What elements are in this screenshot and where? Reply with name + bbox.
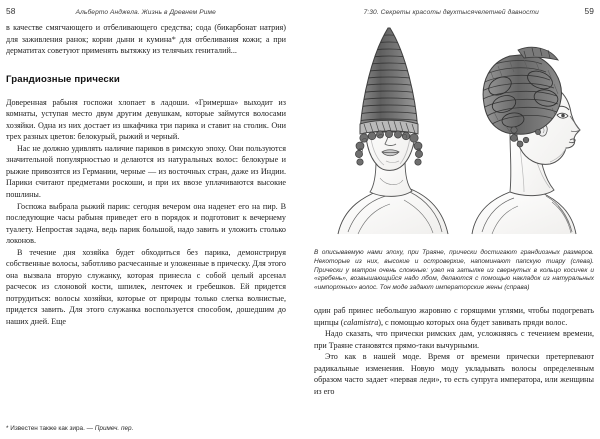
figure-left-tall-wig xyxy=(338,28,448,234)
right-page xyxy=(300,0,600,439)
paragraph: Это как в нашей моде. Время от времени прически претерпевают радикальные изменения. Новую моду укладывать волосы определенным образом часто задает «первая леди», то есть супруга императора, или женщины из его xyxy=(314,352,594,396)
footnote-attribution: Примеч. пер. xyxy=(94,425,134,432)
running-head-title-right: 7:30. Секреты красоты двухтысячелетней давности xyxy=(363,9,539,16)
paragraph-text-part-1: один раб принес небольшую жаровню с горящими углями, чтобы подогревать щипцы ( xyxy=(314,305,594,327)
paragraph: Надо сказать, что прически римских дам, усложняясь с течением времени, при Траяне становятся прямо-таки вычурными. xyxy=(314,329,594,350)
latin-term: calamistra xyxy=(343,317,379,327)
running-head-title-left: Альберто Анджела. Жизнь в Древнем Риме xyxy=(75,9,216,16)
left-column-body xyxy=(6,97,286,328)
paragraph xyxy=(314,305,594,328)
paragraph: Доверенная рабыня госпожи хлопает в ладоши. «Гримерша» выходит из комнаты, уступая место двум другим девушкам, которые займутся волосами хозяйки. Одна из них достает из шкафчика три парика и ставит на столик. Они трех разных цветов: белокурый, рыжий и черный. xyxy=(6,97,286,142)
footnote xyxy=(6,424,286,433)
footnote-zone xyxy=(6,424,286,433)
illustration-caption: В описываемую нами эпоху, при Траяне, прически достигают грандиозных размеров. Некоторые из них, высокие и островерхие, напоминают папскую тиару (слева). Прически у матрон очень сложные: узел на затылке из свернутых в кольцо косичек и «гребень», возвышающийся надо лбом, делаются с помощью накладок из натуральных «импортных» волос. Тон моде задают императорские жены (справа) xyxy=(314,249,594,292)
footnote-text: Известен также как зира. — xyxy=(10,425,95,432)
paragraph-text-part-2: ), с помощью которых она будет завивать пряди волос. xyxy=(378,317,568,327)
illustration-roman-hairstyles xyxy=(314,20,594,248)
left-column-text xyxy=(6,22,286,57)
page-number-left: 58 xyxy=(6,6,16,16)
paragraph: Нас не должно удивлять наличие париков в римскую эпоху. Они пользуются значительной популярностью и делаются из натуральных волос: белокурые и рыжие привозятся из Германии, черные — из восточных стран, даже из Индии. Парики считают предметами роскоши, и при их ввозе уплачиваются высокие пошлины. xyxy=(6,143,286,200)
paragraph: Госпожа выбрала рыжий парик: сегодня вечером она наденет его на пир. В последующие часы рабыня приведет его в порядок и подготовит к вечернему туалету. Непростая задача, ведь парик большой, надо завить и уложить столько локонов. xyxy=(6,201,286,246)
footnote-marker: * xyxy=(6,425,9,432)
running-head-right xyxy=(314,6,594,18)
figure-right-profile xyxy=(472,47,580,234)
running-head-left xyxy=(6,6,286,18)
paragraph: В течение дня хозяйка будет обходиться без парика, демонстрируя собственные волосы, заботливо расчесанные и уложенные в прическу. Для этого она вызвала вторую служанку, которая принесла с собой целый арсенал расчесок из слоновой кости, шпилек, ленточек и гребешков. Ей придется потрудиться: волосы хозяйки, которые от природы только слегка волнистые, придется завить. Для этого служанка воспользуется способом, дошедшим до наших дней. Еще xyxy=(6,247,286,327)
page-number-right: 59 xyxy=(584,6,594,16)
paragraph-continued: в качестве смягчающего и отбеливающего средства; сода (бикарбонат натрия) для заживления ранок; корни дыни и кумина* для отбеливания кожи; а при дерматитах советуют применять вытяжку из телячьих гениталий... xyxy=(6,23,286,56)
section-heading: Грандиозные прически xyxy=(6,73,120,85)
right-column-body xyxy=(314,305,594,397)
